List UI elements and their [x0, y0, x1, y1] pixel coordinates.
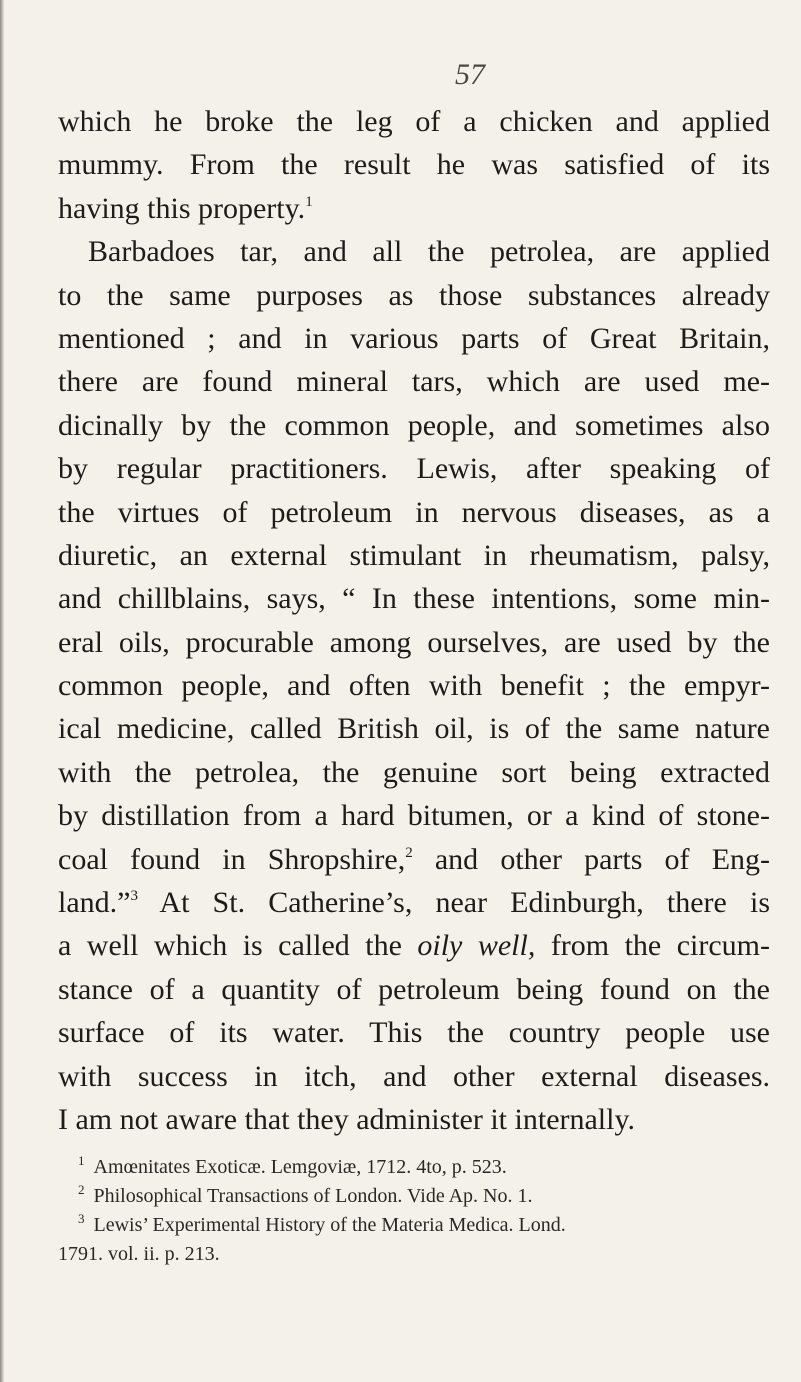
- text-line: diuretic, an external stimulant in rheumatism, palsy,: [58, 538, 770, 572]
- text-line: having this property.$^1$: [58, 191, 313, 225]
- footnote-continuation: 1791. vol. ii. p. 213.: [58, 1243, 220, 1265]
- paragraph-start-line: Barbadoes tar, and all the petrolea, are applied: [88, 235, 770, 269]
- footnotes: [58, 1153, 770, 1269]
- text-line: and chillblains, says, “ In these intentions, some min-: [58, 582, 770, 616]
- body-text: [58, 100, 770, 1141]
- text-line: mummy. From the result he was satisfied of its: [58, 148, 770, 182]
- text-line: mentioned ; and in various parts of Great Britain,: [58, 321, 770, 355]
- text-line: by regular practitioners. Lewis, after speaking of: [58, 452, 770, 486]
- text-line: the virtues of petroleum in nervous diseases, as a: [58, 495, 770, 529]
- text-line: eral oils, procurable among ourselves, are used by the: [58, 625, 770, 659]
- footnote-ref: 2: [405, 844, 413, 861]
- footnote-ref: 1: [305, 193, 313, 210]
- footnote-mark: 2: [78, 1182, 85, 1197]
- footnote: $^2$ Philosophical Transactions of London. Vide Ap. No. 1.: [78, 1182, 533, 1207]
- text-line: coal found in Shropshire,$^2$ and other parts of Eng-: [58, 842, 771, 876]
- text-line: a well which is called the oily well, from the circum-: [58, 929, 771, 963]
- footnote: $^3$ Lewis’ Experimental History of the Materia Medica. Lond.: [78, 1211, 566, 1236]
- footnote-mark: 1: [78, 1153, 85, 1168]
- page-number: 57: [455, 58, 485, 91]
- text-line: to the same purposes as those substances already: [58, 278, 770, 312]
- italic-term: oily well,: [417, 929, 536, 963]
- text-line: which he broke the leg of a chicken and applied: [58, 105, 770, 138]
- footnote-ref: 3: [130, 888, 138, 905]
- text-line: with the petrolea, the genuine sort being extracted: [58, 755, 770, 789]
- text-line: by distillation from a hard bitumen, or a kind of stone-: [58, 799, 770, 833]
- text-line: there are found mineral tars, which are used me-: [58, 365, 770, 399]
- text-line: stance of a quantity of petroleum being found on the: [58, 972, 770, 1006]
- text-line: land.”$^3$ At St. Catherine’s, near Edinburgh, there is: [58, 886, 770, 920]
- text-line: surface of its water. This the country people use: [58, 1016, 770, 1050]
- scan-edge-shadow: [0, 0, 4, 1382]
- footnote: $^1$ Amœnitates Exoticæ. Lemgoviæ, 1712. 4to, p. 523.: [78, 1153, 507, 1178]
- text-line: with success in itch, and other external diseases.: [58, 1059, 770, 1093]
- footnote-mark: 3: [78, 1211, 85, 1226]
- text-line: ical medicine, called British oil, is of the same nature: [58, 712, 770, 746]
- text-line: I am not aware that they administer it internally.: [58, 1102, 636, 1136]
- text-line: dicinally by the common people, and sometimes also: [58, 408, 770, 442]
- text-line: common people, and often with benefit ; the empyr-: [58, 669, 770, 703]
